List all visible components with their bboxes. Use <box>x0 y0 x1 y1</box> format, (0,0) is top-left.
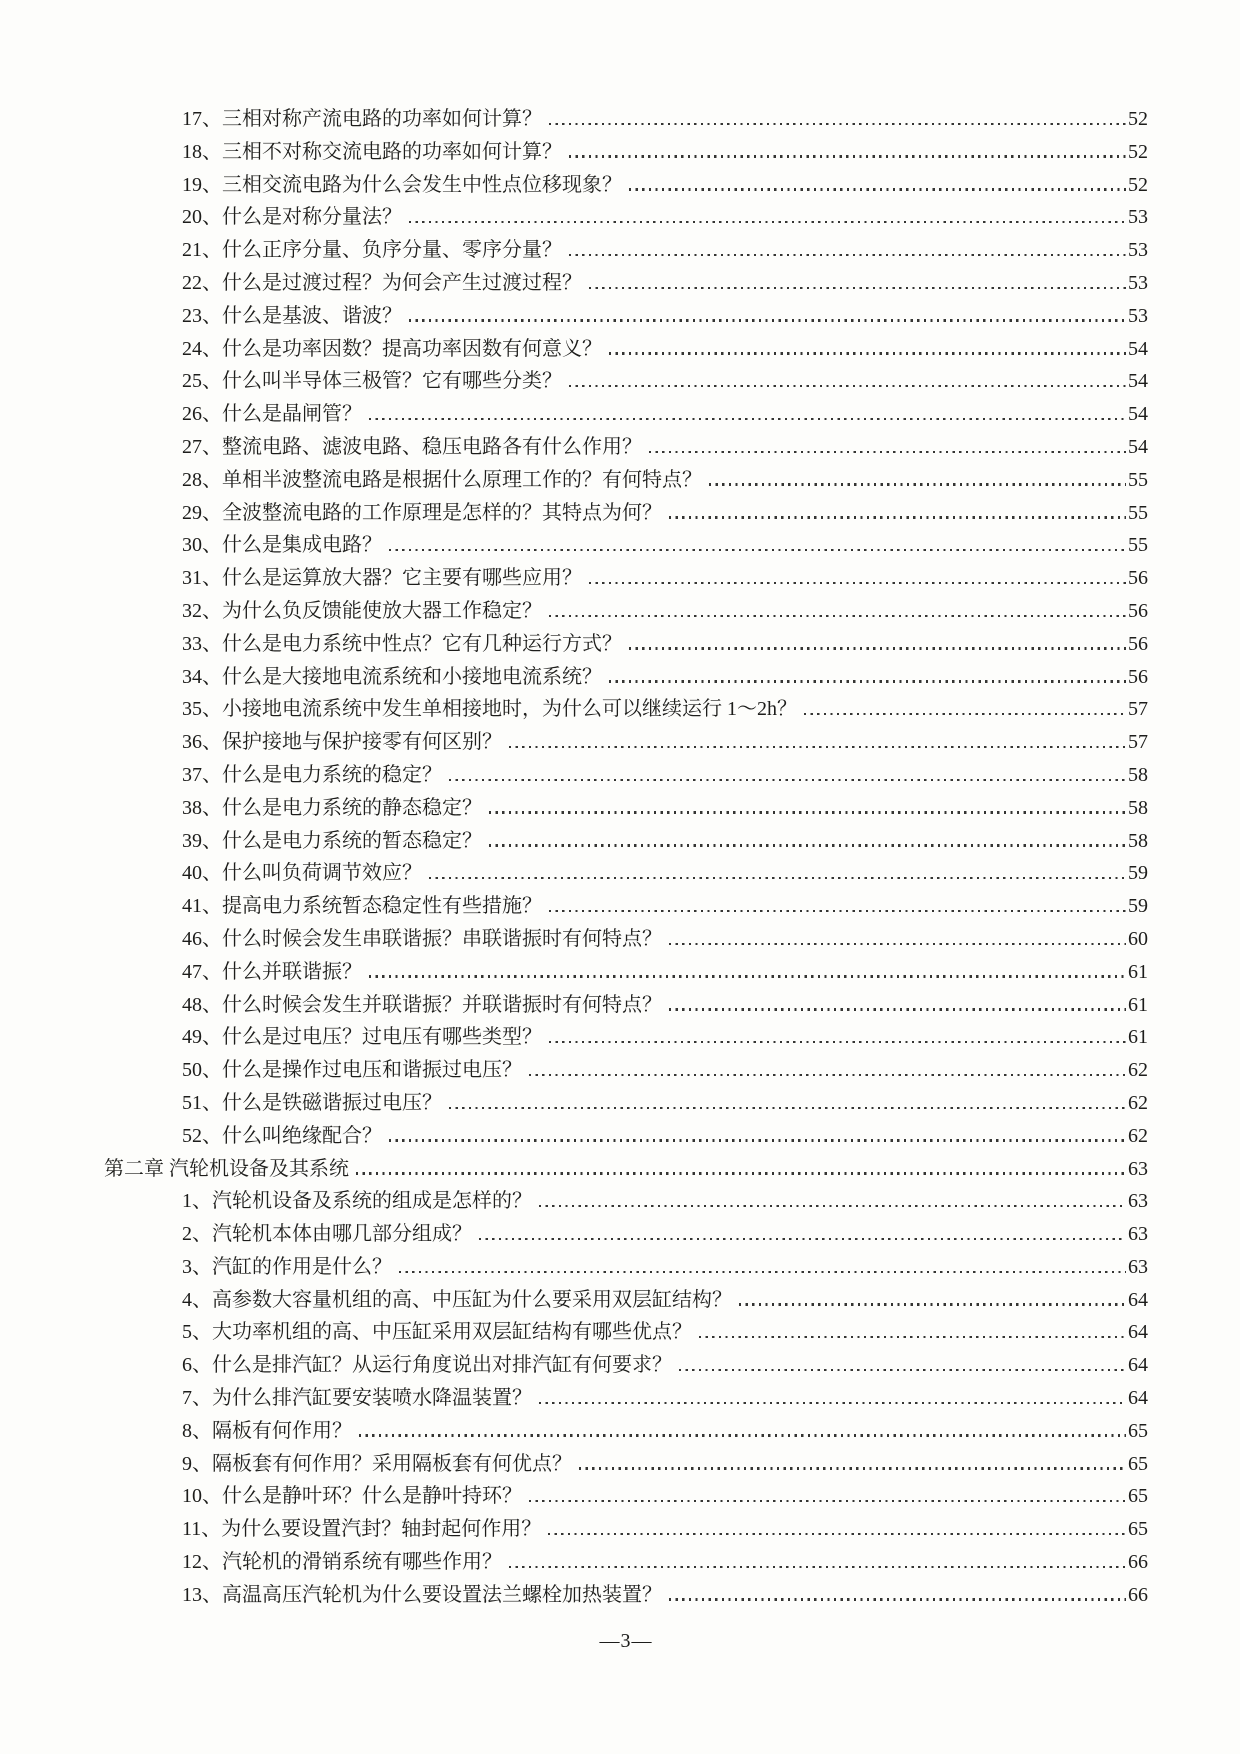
toc-entry[interactable] <box>104 136 1148 169</box>
toc-entry[interactable] <box>104 1185 1148 1218</box>
toc-entry[interactable] <box>104 529 1148 562</box>
toc-entry-page: 63 <box>1128 1190 1148 1213</box>
toc-entry[interactable] <box>104 628 1148 661</box>
toc-entry[interactable] <box>104 1415 1148 1448</box>
toc-entry-page: 66 <box>1128 1551 1148 1574</box>
toc-dot-leader <box>549 1041 1126 1043</box>
toc-entry[interactable] <box>104 989 1148 1022</box>
toc-entry-label: 7、为什么排汽缸要安装喷水降温装置？ <box>182 1387 532 1410</box>
toc-entry-page: 57 <box>1128 731 1148 754</box>
toc-dot-leader <box>669 943 1126 945</box>
toc-dot-leader <box>549 615 1126 617</box>
toc-dot-leader <box>589 582 1126 584</box>
toc-entry-label: 5、大功率机组的高、中压缸采用双层缸结构有哪些优点？ <box>182 1321 692 1344</box>
toc-entry-page: 66 <box>1128 1583 1148 1606</box>
toc-dot-leader <box>669 516 1126 518</box>
toc-entry-page: 64 <box>1128 1321 1148 1344</box>
toc-entry-page: 61 <box>1128 1026 1148 1049</box>
toc-entry-page: 58 <box>1128 796 1148 819</box>
toc-entry[interactable] <box>104 956 1148 989</box>
toc-dot-leader <box>679 1369 1126 1371</box>
toc-entry-page: 64 <box>1128 1387 1148 1410</box>
toc-dot-leader <box>609 352 1126 354</box>
toc-entry-label: 21、什么正序分量、负序分量、零序分量？ <box>182 239 562 262</box>
toc-entry[interactable] <box>104 726 1148 759</box>
toc-entry[interactable] <box>104 398 1148 431</box>
toc-dot-leader <box>449 1107 1126 1109</box>
toc-entry-label: 31、什么是运算放大器？它主要有哪些应用？ <box>182 567 582 590</box>
toc-entry[interactable] <box>104 1480 1148 1513</box>
toc-entry[interactable] <box>104 759 1148 792</box>
page-footer <box>104 1626 1148 1656</box>
toc-entry-page: 65 <box>1128 1419 1148 1442</box>
toc-entry-page: 63 <box>1128 1157 1148 1180</box>
toc-entry-label: 11、为什么要设置汽封？轴封起何作用？ <box>182 1518 542 1541</box>
toc-dot-leader <box>649 451 1126 453</box>
toc-dot-leader <box>739 1303 1126 1305</box>
toc-entry-page: 59 <box>1128 862 1148 885</box>
toc-entry-page: 64 <box>1128 1354 1148 1377</box>
toc-entry-label: 2、汽轮机本体由哪几部分组成？ <box>182 1223 472 1246</box>
toc-entry[interactable] <box>104 1120 1148 1153</box>
toc-entry-page: 60 <box>1128 927 1148 950</box>
toc-entry[interactable] <box>104 857 1148 890</box>
toc-entry-page: 52 <box>1128 173 1148 196</box>
toc-entry-page: 54 <box>1128 403 1148 426</box>
toc-entry-label: 22、什么是过渡过程？为何会产生过渡过程？ <box>182 271 582 294</box>
toc-entry-label: 12、汽轮机的滑销系统有哪些作用？ <box>182 1551 502 1574</box>
toc-entry-label: 37、什么是电力系统的稳定？ <box>182 763 442 786</box>
toc-entry[interactable] <box>104 1513 1148 1546</box>
toc-entry-page: 65 <box>1128 1452 1148 1475</box>
toc-dot-leader <box>399 1271 1126 1273</box>
toc-entry[interactable] <box>104 693 1148 726</box>
toc-entry-label: 50、什么是操作过电压和谐振过电压？ <box>182 1059 522 1082</box>
toc-entry[interactable] <box>104 792 1148 825</box>
toc-entry[interactable] <box>104 1218 1148 1251</box>
toc-entry-page: 52 <box>1128 140 1148 163</box>
toc-dot-leader <box>569 254 1126 256</box>
toc-entry-page: 53 <box>1128 206 1148 229</box>
toc-entry[interactable] <box>104 300 1148 333</box>
toc-entry[interactable] <box>104 365 1148 398</box>
toc-entry-label: 34、什么是大接地电流系统和小接地电流系统？ <box>182 665 602 688</box>
toc-entry-label: 8、隔板有何作用？ <box>182 1419 352 1442</box>
toc-entry-label: 13、高温高压汽轮机为什么要设置法兰螺栓加热装置？ <box>182 1583 662 1606</box>
toc-entry-label: 17、三相对称产流电路的功率如何计算？ <box>182 108 542 130</box>
toc-entry-label: 47、什么并联谐振？ <box>182 960 362 983</box>
toc-entry-label: 20、什么是对称分量法？ <box>182 206 402 229</box>
toc-entry-label: 41、提高电力系统暂态稳定性有些措施？ <box>182 895 542 918</box>
toc-entry-page: 62 <box>1128 1059 1148 1082</box>
toc-dot-leader <box>549 123 1126 125</box>
page-number: —3— <box>599 1630 653 1652</box>
toc-dot-leader <box>359 1434 1126 1436</box>
toc-entry-label: 18、三相不对称交流电路的功率如何计算？ <box>182 140 562 163</box>
toc-dot-leader <box>369 975 1126 977</box>
toc-dot-leader <box>489 844 1126 846</box>
toc-entry[interactable] <box>104 333 1148 366</box>
toc-dot-leader <box>709 483 1126 485</box>
toc-entry-label: 3、汽缸的作用是什么？ <box>182 1255 392 1278</box>
toc-entry-label: 46、什么时候会发生串联谐振？串联谐振时有何特点？ <box>182 927 662 950</box>
toc-entry[interactable] <box>104 103 1148 136</box>
toc-entry-page: 53 <box>1128 304 1148 327</box>
toc-entry[interactable] <box>104 234 1148 267</box>
toc-entry-label: 第二章 汽轮机设备及其系统 <box>104 1157 349 1180</box>
toc-entry-label: 10、什么是静叶环？什么是静叶持环？ <box>182 1485 522 1508</box>
toc-dot-leader <box>509 746 1126 748</box>
toc-entry-label: 26、什么是晶闸管？ <box>182 403 362 426</box>
toc-entry[interactable] <box>104 1284 1148 1317</box>
toc-entry-page: 53 <box>1128 271 1148 294</box>
toc-dot-leader <box>489 811 1126 813</box>
toc-entry[interactable] <box>104 661 1148 694</box>
toc-entry-label: 39、什么是电力系统的暂态稳定？ <box>182 829 482 852</box>
toc-entry[interactable] <box>104 595 1148 628</box>
toc-entry[interactable] <box>104 1448 1148 1481</box>
toc-entry-label: 51、什么是铁磁谐振过电压？ <box>182 1091 442 1114</box>
toc-entry-label: 9、隔板套有何作用？采用隔板套有何优点？ <box>182 1452 572 1475</box>
toc-entry-label: 4、高参数大容量机组的高、中压缸为什么要采用双层缸结构？ <box>182 1288 732 1311</box>
toc-entry[interactable] <box>104 497 1148 530</box>
toc-entry-page: 55 <box>1128 534 1148 557</box>
toc-entry-label: 27、整流电路、滤波电路、稳压电路各有什么作用？ <box>182 435 642 458</box>
toc-entry-label: 35、小接地电流系统中发生单相接地时，为什么可以继续运行 1～2h？ <box>182 698 797 721</box>
toc-entry[interactable] <box>104 201 1148 234</box>
toc-dot-leader <box>579 1467 1126 1469</box>
toc-entry-label: 33、什么是电力系统中性点？它有几种运行方式？ <box>182 632 622 655</box>
toc-dot-leader <box>369 418 1126 420</box>
toc-entry[interactable] <box>104 1251 1148 1284</box>
toc-dot-leader <box>539 1205 1126 1207</box>
toc-dot-leader <box>549 910 1126 912</box>
toc-dot-leader <box>356 1172 1126 1174</box>
toc-dot-leader <box>409 319 1126 321</box>
toc-entry-label: 19、三相交流电路为什么会发生中性点位移现象？ <box>182 173 622 196</box>
toc-entry-label: 52、什么叫绝缘配合？ <box>182 1124 382 1147</box>
toc-dot-leader <box>548 1533 1126 1535</box>
toc-dot-leader <box>629 647 1126 649</box>
toc-entry-page: 56 <box>1128 567 1148 590</box>
toc-entry[interactable] <box>104 169 1148 202</box>
toc-entry-page: 58 <box>1128 763 1148 786</box>
toc-entry-page: 56 <box>1128 665 1148 688</box>
toc-entry-page: 54 <box>1128 337 1148 360</box>
toc-entry-page: 55 <box>1128 468 1148 491</box>
toc-entry-label: 24、什么是功率因数？提高功率因数有何意义？ <box>182 337 602 360</box>
toc-entry-page: 64 <box>1128 1288 1148 1311</box>
toc-entry-label: 49、什么是过电压？过电压有哪些类型？ <box>182 1026 542 1049</box>
toc-entry-page: 56 <box>1128 632 1148 655</box>
toc-entry[interactable] <box>104 1546 1148 1579</box>
toc-dot-leader <box>569 385 1126 387</box>
toc-dot-leader <box>409 221 1126 223</box>
toc-entry[interactable] <box>104 1316 1148 1349</box>
toc-entry-page: 57 <box>1128 698 1148 721</box>
toc-entry-label: 30、什么是集成电路？ <box>182 534 382 557</box>
toc-entry-page: 63 <box>1128 1223 1148 1246</box>
toc-dot-leader <box>569 155 1126 157</box>
toc-entry[interactable] <box>104 562 1148 595</box>
toc-entry-page: 52 <box>1128 108 1148 130</box>
toc-dot-leader <box>529 1500 1126 1502</box>
toc-entry[interactable] <box>104 1349 1148 1382</box>
toc-entry[interactable] <box>104 464 1148 497</box>
toc-entry-page: 61 <box>1128 993 1148 1016</box>
toc-entry-label: 40、什么叫负荷调节效应？ <box>182 862 422 885</box>
table-of-contents <box>104 103 1148 1612</box>
toc-entry[interactable] <box>104 1579 1148 1612</box>
toc-entry-page: 63 <box>1128 1255 1148 1278</box>
toc-entry[interactable] <box>104 1087 1148 1120</box>
toc-dot-leader <box>699 1336 1126 1338</box>
toc-dot-leader <box>449 779 1126 781</box>
toc-entry-label: 25、什么叫半导体三极管？它有哪些分类？ <box>182 370 562 393</box>
toc-entry-page: 54 <box>1128 435 1148 458</box>
toc-entry-page: 53 <box>1128 239 1148 262</box>
toc-entry[interactable] <box>104 1054 1148 1087</box>
toc-entry-label: 28、单相半波整流电路是根据什么原理工作的？有何特点？ <box>182 468 702 491</box>
toc-entry[interactable] <box>104 267 1148 300</box>
toc-entry-page: 54 <box>1128 370 1148 393</box>
toc-entry-page: 62 <box>1128 1124 1148 1147</box>
toc-entry-label: 48、什么时候会发生并联谐振？并联谐振时有何特点？ <box>182 993 662 1016</box>
toc-dot-leader <box>589 287 1126 289</box>
toc-dot-leader <box>389 549 1126 551</box>
toc-entry-page: 62 <box>1128 1091 1148 1114</box>
toc-dot-leader <box>539 1402 1126 1404</box>
toc-dot-leader <box>529 1074 1126 1076</box>
toc-entry[interactable] <box>104 1021 1148 1054</box>
toc-entry[interactable] <box>104 1382 1148 1415</box>
toc-dot-leader <box>669 1598 1126 1600</box>
toc-dot-leader <box>669 1008 1126 1010</box>
toc-entry-page: 55 <box>1128 501 1148 524</box>
toc-dot-leader <box>629 188 1126 190</box>
toc-dot-leader <box>804 713 1126 715</box>
toc-dot-leader <box>479 1238 1126 1240</box>
toc-dot-leader <box>429 877 1126 879</box>
toc-entry[interactable] <box>104 1153 1148 1186</box>
toc-entry[interactable] <box>104 431 1148 464</box>
toc-entry-label: 32、为什么负反馈能使放大器工作稳定？ <box>182 599 542 622</box>
toc-entry-page: 65 <box>1128 1518 1148 1541</box>
toc-entry-label: 6、什么是排汽缸？从运行角度说出对排汽缸有何要求？ <box>182 1354 672 1377</box>
toc-entry-page: 59 <box>1128 895 1148 918</box>
toc-dot-leader <box>609 680 1126 682</box>
toc-entry-label: 38、什么是电力系统的静态稳定？ <box>182 796 482 819</box>
toc-entry[interactable] <box>104 825 1148 858</box>
toc-dot-leader <box>389 1139 1126 1141</box>
toc-entry-page: 65 <box>1128 1485 1148 1508</box>
toc-dot-leader <box>509 1566 1126 1568</box>
toc-entry-label: 29、全波整流电路的工作原理是怎样的？其特点为何？ <box>182 501 662 524</box>
toc-entry-label: 1、汽轮机设备及系统的组成是怎样的？ <box>182 1190 532 1213</box>
toc-entry[interactable] <box>104 890 1148 923</box>
toc-entry-label: 36、保护接地与保护接零有何区别？ <box>182 731 502 754</box>
toc-entry-label: 23、什么是基波、谐波？ <box>182 304 402 327</box>
toc-entry-page: 61 <box>1128 960 1148 983</box>
toc-entry-page: 58 <box>1128 829 1148 852</box>
toc-entry[interactable] <box>104 923 1148 956</box>
toc-entry-page: 56 <box>1128 599 1148 622</box>
